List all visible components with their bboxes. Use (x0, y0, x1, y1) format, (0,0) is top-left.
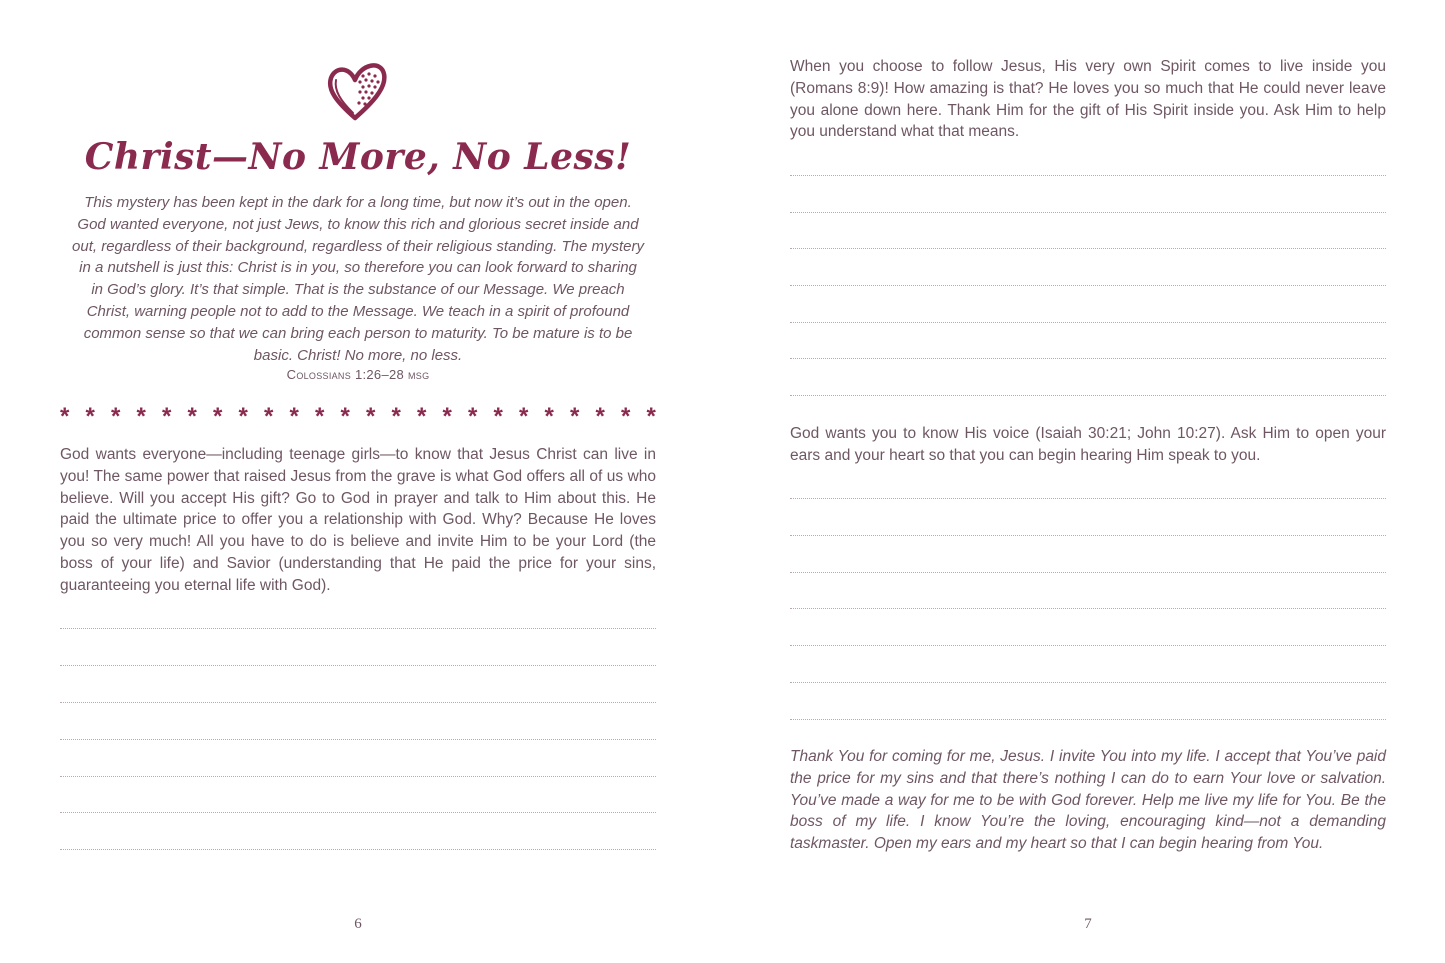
closing-prayer: Thank You for coming for me, Jesus. I invite You into my life. I accept that You’ve paid the price for my sins and that there’s nothing I can do to earn Your love or salvation. You’ve made a way for me to be with God forever. Help me live my life for You. Be the boss of my life. I know You’re the loving, encouraging kind—not a demanding taskmaster. Open my ears and my heart so that I can begin hearing from You. (790, 748, 1386, 853)
asterisk-ornament: * (493, 403, 503, 430)
asterisk-ornament: * (315, 403, 325, 430)
asterisk-ornament: * (187, 403, 197, 430)
writing-line[interactable] (790, 682, 1386, 683)
asterisk-ornament: * (544, 403, 554, 430)
asterisk-ornament: * (264, 403, 274, 430)
writing-line[interactable] (60, 776, 656, 777)
reference-verse: 1:26–28 (354, 367, 405, 382)
writing-line[interactable] (790, 175, 1386, 176)
asterisk-ornament: * (136, 403, 146, 430)
reference-version: msg (407, 367, 430, 382)
asterisk-ornament: * (442, 403, 452, 430)
heart-icon (325, 58, 389, 124)
asterisk-ornament: * (85, 403, 95, 430)
writing-line[interactable] (60, 812, 656, 813)
writing-line[interactable] (790, 212, 1386, 213)
asterisk-ornament: * (340, 403, 350, 430)
asterisk-ornament: * (238, 403, 248, 430)
writing-line[interactable] (790, 285, 1386, 286)
asterisk-ornament: * (111, 403, 121, 430)
asterisk-ornament: * (621, 403, 631, 430)
reference-book: Colossians (286, 367, 352, 382)
journal-prompt-1: When you choose to follow Jesus, His very own Spirit comes to live inside you (Romans 8:9)! How amazing is that? He loves you so much that He could never leave you alone down here. Thank Him for the gift of His Spirit inside you. Ask Him to help you understand what that means. (790, 58, 1386, 141)
asterisk-ornament: * (417, 403, 427, 430)
writing-line[interactable] (790, 322, 1386, 323)
writing-line[interactable] (60, 849, 656, 850)
writing-line[interactable] (790, 535, 1386, 536)
body-text: God wants everyone—including teenage girls—to know that Jesus Christ can live in you! The same power that raised Jesus from the grave is what God offers all of us who believe. Will you accept His gift? Go to God in prayer and talk to Him about this. He paid the ultimate price to offer you a relationship with God. Why? Because He loves you so very much! All you have to do is believe and invite Him to be your Lord (the boss of your life) and Savior (understanding that He paid the price for your sins, guaranteeing you eternal life with God). (60, 446, 656, 594)
asterisk-ornament: * (595, 403, 605, 430)
left-page (60, 0, 656, 963)
writing-line[interactable] (790, 248, 1386, 249)
asterisk-ornament: * (570, 403, 580, 430)
page-title: Christ—No More, No Less! (84, 136, 632, 178)
page-number: 7 (1084, 916, 1092, 932)
asterisk-ornament: * (213, 403, 223, 430)
writing-line[interactable] (790, 608, 1386, 609)
asterisk-ornament: * (519, 403, 529, 430)
writing-line[interactable] (790, 395, 1386, 396)
writing-line[interactable] (60, 628, 656, 629)
writing-line[interactable] (790, 645, 1386, 646)
writing-line[interactable] (790, 498, 1386, 499)
writing-line[interactable] (60, 739, 656, 740)
writing-line[interactable] (60, 702, 656, 703)
scripture-reference (60, 367, 656, 382)
asterisk-ornament: * (646, 403, 656, 430)
asterisk-ornament: * (60, 403, 70, 430)
asterisk-divider (60, 402, 656, 432)
writing-line[interactable] (790, 572, 1386, 573)
asterisk-ornament: * (162, 403, 172, 430)
asterisk-ornament: * (391, 403, 401, 430)
writing-line[interactable] (60, 665, 656, 666)
journal-prompt-2: God wants you to know His voice (Isaiah 30:21; John 10:27). Ask Him to open your ears and your heart so that you can begin hearing Him speak to you. (790, 425, 1386, 464)
writing-line[interactable] (790, 358, 1386, 359)
writing-line[interactable] (790, 719, 1386, 720)
asterisk-ornament: * (366, 403, 376, 430)
asterisk-ornament: * (468, 403, 478, 430)
right-page (790, 0, 1386, 963)
asterisk-ornament: * (289, 403, 299, 430)
scripture-quote: This mystery has been kept in the dark for a long time, but now it’s out in the open. God wanted everyone, not just Jews, to know this rich and glorious secret inside and out, regardless of their background, regardless of their religious standing. The mystery in a nutshell is just this: Christ is in you, so therefore you can look forward to sharing in God’s glory. It’s that simple. That is the substance of our Message. We preach Christ, warning people not to add to the Message. We teach in a spirit of profound common sense so that we can bring each person to maturity. To be mature is to be basic. Christ! No more, no less. (72, 194, 644, 364)
page-number: 6 (354, 916, 362, 932)
